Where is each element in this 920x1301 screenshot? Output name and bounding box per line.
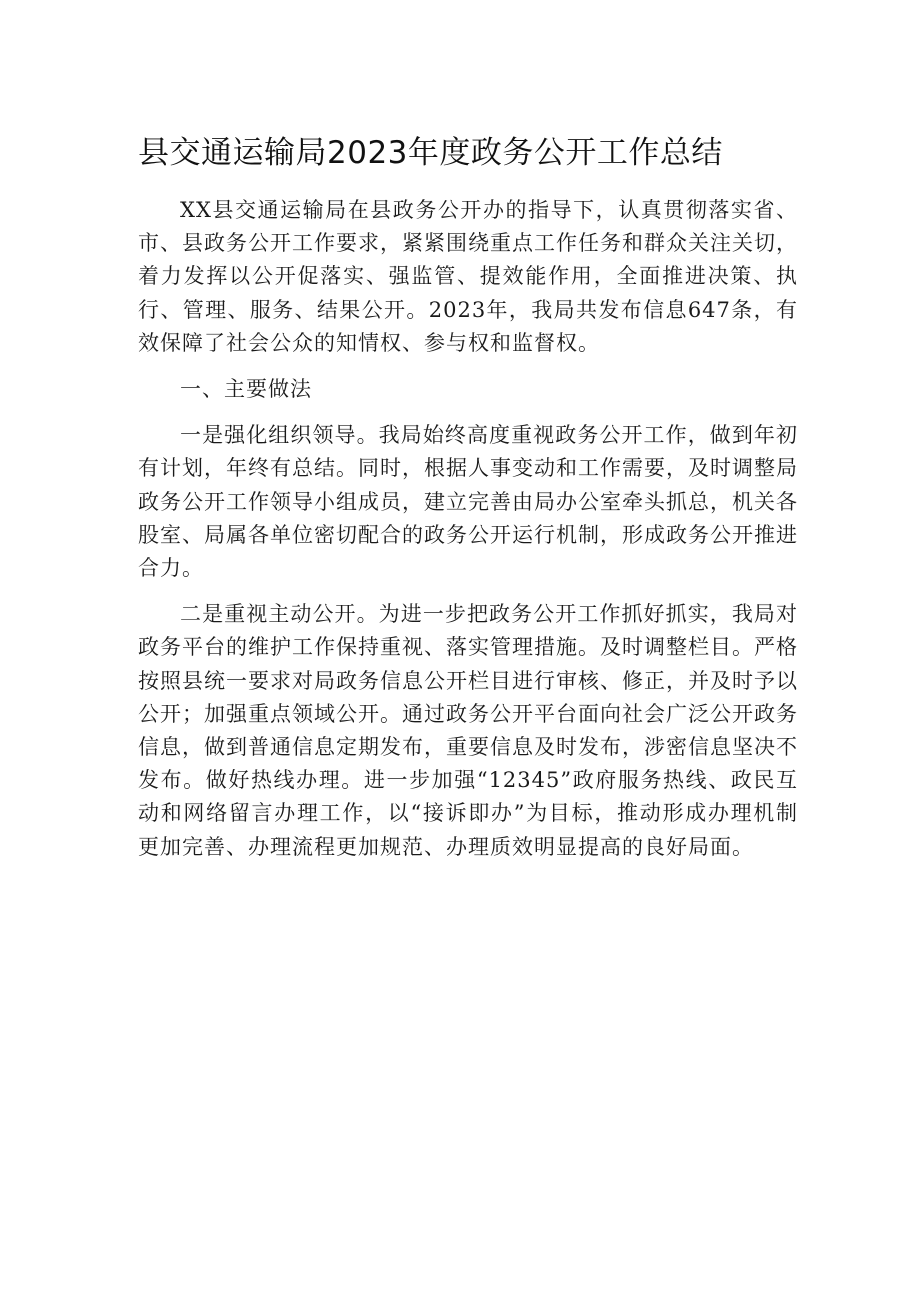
paragraph-organization-leadership: 一是强化组织领导。我局始终高度重视政务公开工作，做到年初有计划，年终有总结。同时，根据人事变动和工作需要，及时调整局政务公开工作领导小组成员，建立完善由局办公室牵头抓总，机关各股室、局属各单位密切配合的政务公开运行机制，形成政务公开推进合力。 [138,423,798,581]
section-heading-main-practices: 一、主要做法 [180,377,312,402]
intro-paragraph: XX县交通运输局在县政务公开办的指导下，认真贯彻落实省、市、县政务公开工作要求，紧紧围绕重点工作任务和群众关注关切，着力发挥以公开促落实、强监管、提效能作用，全面推进决策、执行、管理、服务、结果公开。2023年，我局共发布信息647条，有效保障了社会公众的知情权、参与权和监督权。 [138,198,798,355]
document-body [138,194,798,877]
page-title: 县交通运输局2023年度政务公开工作总结 [138,135,723,171]
paragraph-proactive-disclosure: 二是重视主动公开。为进一步把政务公开工作抓好抓实，我局对政务平台的维护工作保持重视、落实管理措施。及时调整栏目。严格按照县统一要求对局政务信息公开栏目进行审核、修正，并及时予以公开；加强重点领域公开。通过政务公开平台面向社会广泛公开政务信息，做到普通信息定期发布，重要信息及时发布，涉密信息坚决不发布。做好热线办理。进一步加强“12345”政府服务热线、政民互动和网络留言办理工作，以“接诉即办”为目标，推动形成办理机制更加完善、办理流程更加规范、办理质效明显提高的良好局面。 [138,602,798,859]
